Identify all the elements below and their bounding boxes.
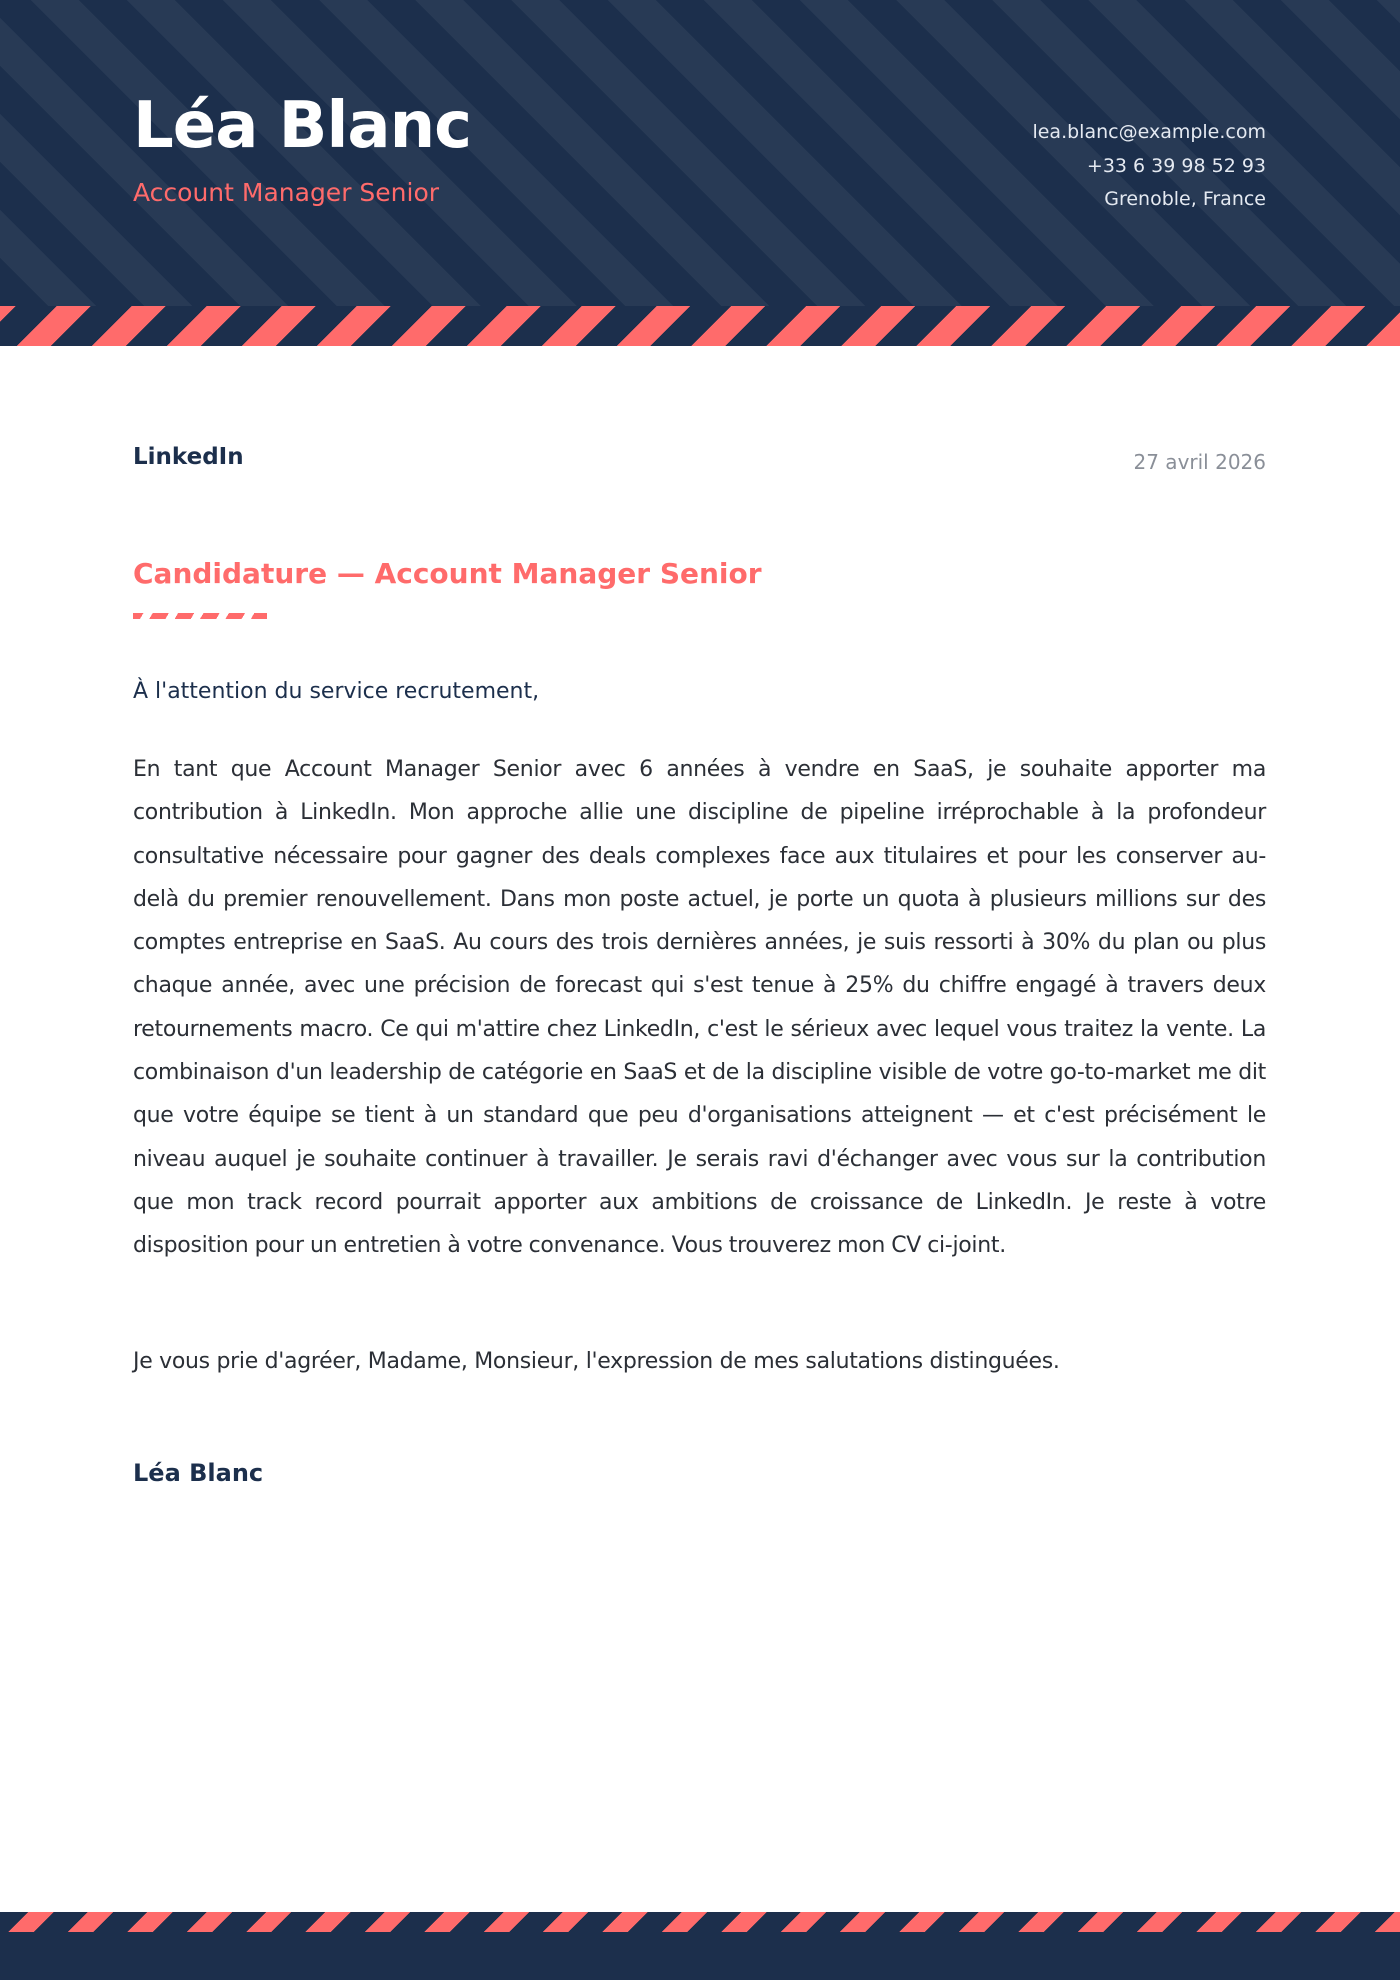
sender-name: Léa Blanc xyxy=(133,89,472,163)
letter-body: En tant que Account Manager Senior avec 6 années à vendre en SaaS, je souhaite apporter ma contribution à LinkedIn. Mon approche allie une discipline de pipeline irréprochable à la profondeur consultative nécessaire pour gagner des deals complexes face aux titulaires et pour les conserver au-delà du premier renouvellement. Dans mon poste actuel, je porte un quota à plusieurs millions sur des comptes entreprise en SaaS. Au cours des trois dernières années, je suis ressorti à 30% du plan ou plus chaque année, avec une précision de forecast qui s'est tenue à 25% du chiffre engagé à travers deux retournements macro. Ce qui m'attire chez LinkedIn, c'est le sérieux avec lequel vous traitez la vente. La combinaison d'un leadership de catégorie en SaaS et de la discipline visible de votre go-to-market me dit que votre équipe se tient à un standard que peu d'organisations atteignent — et c'est précisément le niveau auquel je souhaite continuer à travailler. Je serais ravi d'échanger avec vous sur la contribution que mon track record pourrait apporter aux ambitions de croissance de LinkedIn. Je reste à votre disposition pour un entretien à votre convenance. Vous trouverez mon CV ci-joint. xyxy=(133,757,1266,1259)
letter-closing: Je vous prie d'agréer, Madame, Monsieur, l'expression de mes salutations distinguées. xyxy=(133,1349,1060,1374)
recipient-company: LinkedIn xyxy=(133,444,244,470)
footer-stripe-divider xyxy=(0,1912,1400,1932)
subject-underline-decoration xyxy=(133,613,267,619)
sender-role: Account Manager Senior xyxy=(133,178,440,207)
letter-greeting: À l'attention du service recrutement, xyxy=(133,679,540,704)
contact-info xyxy=(1032,116,1266,217)
contact-location: Grenoble, France xyxy=(1104,188,1266,210)
letter-signature: Léa Blanc xyxy=(133,1459,264,1487)
letter-subject: Candidature — Account Manager Senior xyxy=(133,557,762,590)
letter-header xyxy=(0,0,1400,306)
contact-phone: +33 6 39 98 52 93 xyxy=(1086,154,1266,177)
letter-date: 27 avril 2026 xyxy=(1133,450,1266,474)
header-stripe-divider xyxy=(0,306,1400,346)
contact-email: lea.blanc@example.com xyxy=(1032,121,1266,143)
